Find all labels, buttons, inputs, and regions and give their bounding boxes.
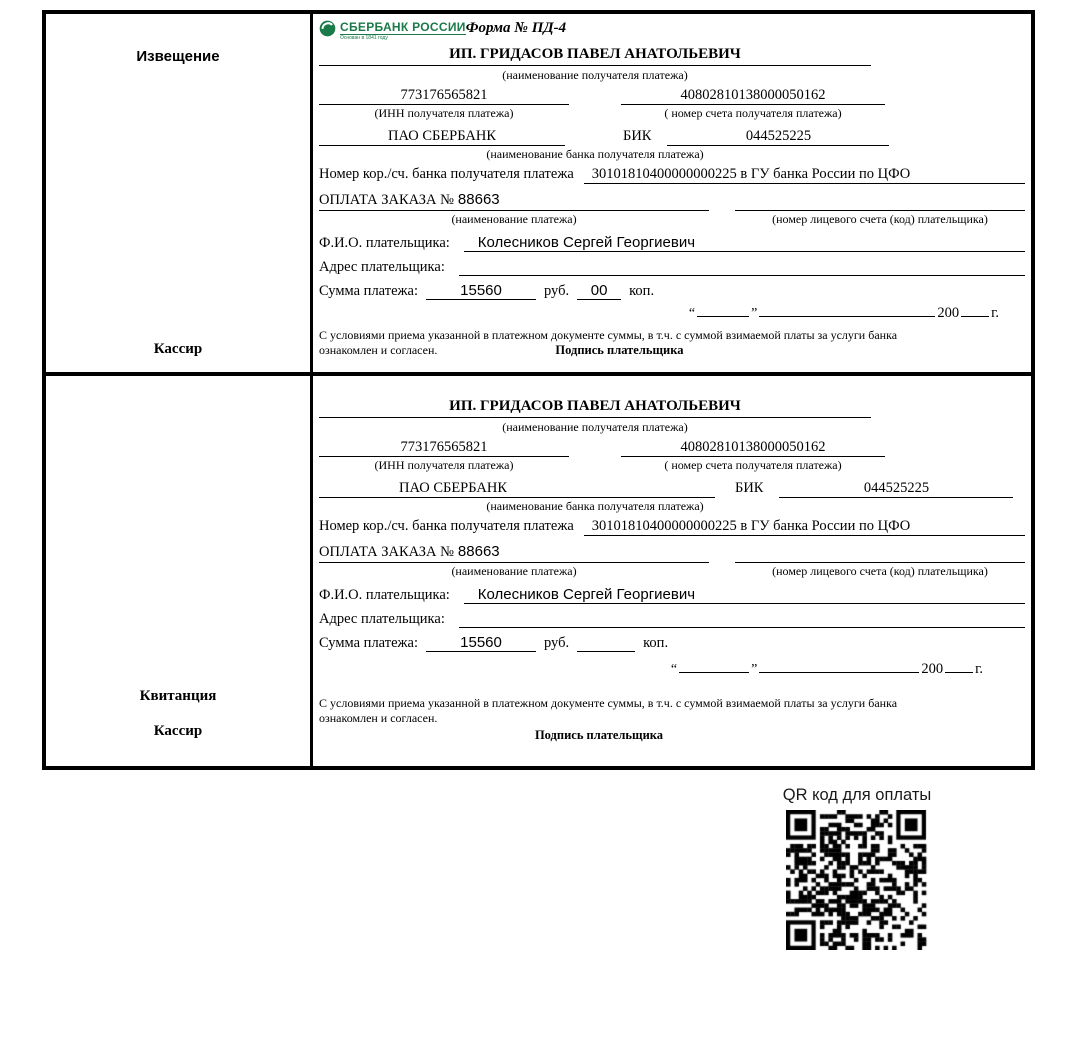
inn-value: 773176565821 <box>319 87 569 105</box>
form-number: Форма № ПД-4 <box>465 20 567 36</box>
amount-rub-value: 15560 <box>426 282 536 300</box>
rub-label: руб. <box>544 283 570 299</box>
personal-account-blank <box>735 191 1025 211</box>
inn-account-row-2 <box>319 439 1025 457</box>
date-day-blank-2 <box>679 661 749 673</box>
close-quote-2: ” <box>751 662 758 677</box>
date-month-blank <box>759 305 935 317</box>
personal-account-hint-2: (номер лицевого счета (код) плательщика) <box>772 564 988 578</box>
payment-name-row <box>319 191 1025 211</box>
corr-account-value-2: 30101810400000000225 в ГУ банка России по ЦФО <box>584 518 1025 536</box>
bank-name-hint-2: (наименование банка получателя платежа) <box>486 499 704 513</box>
payer-address-row-2 <box>319 610 1025 628</box>
personal-account-blank-2 <box>735 543 1025 563</box>
payer-address-value-2 <box>459 610 1025 628</box>
date-day-blank <box>697 305 749 317</box>
bank-name-value: ПАО СБЕРБАНК <box>319 128 565 146</box>
pd4-payment-form <box>42 10 1035 770</box>
receipt-side-column <box>46 376 313 766</box>
payer-name-row-2 <box>319 586 1025 604</box>
inn-hint-2: (ИНН получателя платежа) <box>374 458 514 472</box>
payment-name-hint-2: (наименование платежа) <box>451 564 577 578</box>
agreement-line2: ознакомлен и согласен. <box>319 343 438 357</box>
amount-row-2 <box>319 634 1025 652</box>
date-year-blank <box>961 305 989 317</box>
inn-hint: (ИНН получателя платежа) <box>374 106 514 120</box>
payment-name-prefix-2: ОПЛАТА ЗАКАЗА № <box>319 544 454 560</box>
payee-name-value: ИП. ГРИДАСОВ ПАВЕЛ АНАТОЛЬЕВИЧ <box>319 46 871 66</box>
bank-name-value-2: ПАО СБЕРБАНК <box>319 480 715 498</box>
payer-fio-label-2: Ф.И.О. плательщика: <box>319 587 450 603</box>
corr-account-row-2 <box>319 518 1025 536</box>
amount-row <box>319 282 1025 300</box>
date-row-2 <box>319 661 1025 678</box>
signature-label-2: Подпись плательщика <box>534 728 664 742</box>
sberbank-logo-subtext: Основан в 1841 году <box>340 35 388 41</box>
bik-label-2: БИК <box>735 480 764 496</box>
payee-name-hint-2: (наименование получателя платежа) <box>502 420 688 434</box>
inn-account-hints <box>319 106 1025 121</box>
agreement-block <box>319 328 1025 358</box>
payment-name-hint: (наименование платежа) <box>451 212 577 226</box>
kop-label: коп. <box>629 283 655 299</box>
receipt-label: Квитанция <box>139 688 217 704</box>
amount-label-2: Сумма платежа: <box>319 635 418 651</box>
agreement-line2-row <box>319 343 1025 358</box>
payment-name-hints-2 <box>319 564 1025 579</box>
date-year-blank-2 <box>945 661 973 673</box>
order-number: 88663 <box>457 191 500 208</box>
qr-code-image <box>786 810 928 950</box>
corr-account-label: Номер кор./сч. банка получателя платежа <box>319 166 574 182</box>
notice-content <box>313 14 1031 372</box>
bank-name-hint: (наименование банка получателя платежа) <box>486 147 704 161</box>
open-quote-2: “ <box>670 662 678 677</box>
date-month-blank-2 <box>759 661 919 673</box>
year-suffix: г. <box>991 305 999 321</box>
payer-address-label-2: Адрес плательщика: <box>319 611 445 627</box>
notice-side-column <box>46 14 313 372</box>
qr-payment-block <box>782 786 932 950</box>
sberbank-logo-name: СБЕРБАНК РОССИИ <box>340 20 466 34</box>
account-hint: ( номер счета получателя платежа) <box>664 106 842 120</box>
payment-name-prefix: ОПЛАТА ЗАКАЗА № <box>319 192 454 208</box>
year-prefix: 200 <box>937 305 960 321</box>
cashier-label-2: Кассир <box>153 723 203 739</box>
signature-label: Подпись плательщика <box>555 343 684 357</box>
bank-bik-row <box>319 128 1025 146</box>
amount-kop-value-2 <box>577 634 635 652</box>
header-row <box>319 20 1025 44</box>
inn-account-hints-2 <box>319 458 1025 473</box>
payer-name-value: Колесников Сергей Георгиевич <box>464 234 1025 252</box>
payer-name-row <box>319 234 1025 252</box>
bank-bik-row-2 <box>319 480 1025 498</box>
sberbank-logo-icon <box>319 20 336 37</box>
payer-name-value-2: Колесников Сергей Георгиевич <box>464 586 1025 604</box>
personal-account-hint: (номер лицевого счета (код) плательщика) <box>772 212 988 226</box>
corr-account-label-2: Номер кор./сч. банка получателя платежа <box>319 518 574 534</box>
payee-name-value-2: ИП. ГРИДАСОВ ПАВЕЛ АНАТОЛЬЕВИЧ <box>319 398 871 418</box>
corr-account-value: 30101810400000000225 в ГУ банка России по ЦФО <box>584 166 1025 184</box>
account-hint-2: ( номер счета получателя платежа) <box>664 458 842 472</box>
payment-name-value-2 <box>319 543 709 563</box>
account-value-2: 40802810138000050162 <box>621 439 885 457</box>
corr-account-row <box>319 166 1025 184</box>
notice-slip <box>46 14 1031 376</box>
receipt-slip <box>46 376 1031 766</box>
payment-name-row-2 <box>319 543 1025 563</box>
sberbank-logo-text <box>340 20 466 41</box>
amount-rub-value-2: 15560 <box>426 634 536 652</box>
open-quote: “ <box>688 306 696 321</box>
notice-label: Извещение <box>136 48 220 65</box>
qr-label: QR код для оплаты <box>782 786 932 804</box>
cashier-label: Кассир <box>153 341 203 357</box>
bik-label: БИК <box>623 128 652 144</box>
receipt-content <box>313 376 1031 766</box>
inn-account-row <box>319 87 1025 105</box>
account-value: 40802810138000050162 <box>621 87 885 105</box>
year-suffix-2: г. <box>975 661 983 677</box>
payee-name-hint: (наименование получателя платежа) <box>502 68 688 82</box>
payment-name-hints <box>319 212 1025 227</box>
amount-kop-value: 00 <box>577 282 621 300</box>
payer-fio-label: Ф.И.О. плательщика: <box>319 235 450 251</box>
agreement-line2-2: ознакомлен и согласен. <box>319 711 438 725</box>
kop-label-2: коп. <box>643 635 669 651</box>
payment-name-value <box>319 191 709 211</box>
payer-address-label: Адрес плательщика: <box>319 259 445 275</box>
sberbank-logo <box>319 20 466 41</box>
order-number-2: 88663 <box>457 543 500 560</box>
agreement-block-2 <box>319 696 1025 743</box>
bik-value-2: 044525225 <box>779 480 1013 498</box>
year-prefix-2: 200 <box>921 661 944 677</box>
date-row <box>319 305 1025 322</box>
agreement-line1-2: С условиями приема указанной в платежном документе суммы, в т.ч. с суммой взимаемой платы за услуги банка <box>319 696 898 710</box>
payer-address-value <box>459 258 1025 276</box>
amount-label: Сумма платежа: <box>319 283 418 299</box>
close-quote: ” <box>751 306 758 321</box>
payer-address-row <box>319 258 1025 276</box>
bik-value: 044525225 <box>667 128 889 146</box>
rub-label-2: руб. <box>544 635 570 651</box>
inn-value-2: 773176565821 <box>319 439 569 457</box>
agreement-line1: С условиями приема указанной в платежном документе суммы, в т.ч. с суммой взимаемой платы за услуги банка <box>319 328 898 342</box>
